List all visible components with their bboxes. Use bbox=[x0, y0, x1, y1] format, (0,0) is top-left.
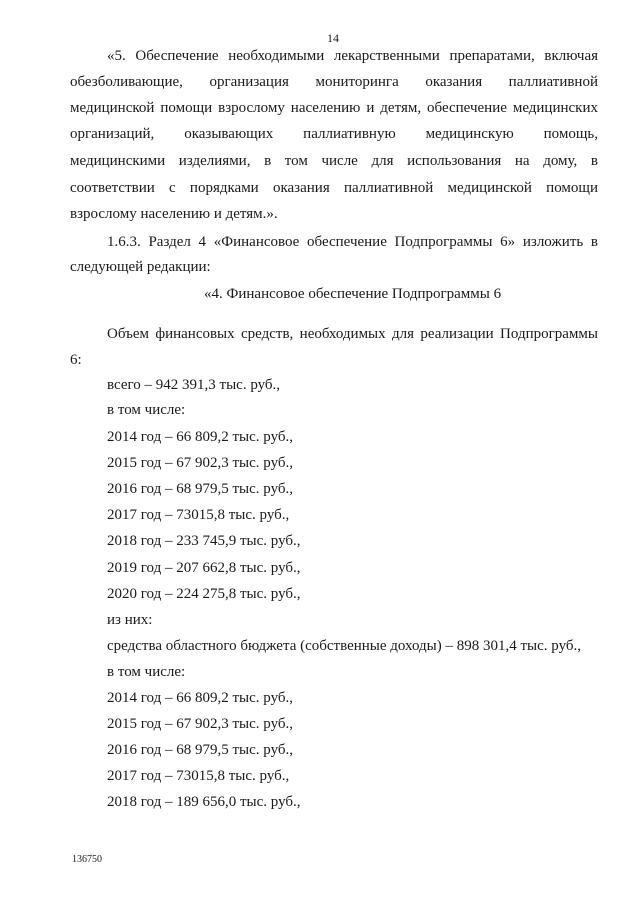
funding-year-line: 2019 год – 207 662,8 тыс. руб., bbox=[107, 560, 301, 576]
funding-total: всего – 942 391,3 тыс. руб., bbox=[107, 377, 281, 393]
paragraph-line: медицинскими изделиями, в том числе для использования на дому, в bbox=[70, 153, 598, 169]
regional-year-line: 2016 год – 68 979,5 тыс. руб., bbox=[107, 742, 294, 758]
paragraph-line: обезболивающие, организация мониторинга оказания паллиативной bbox=[70, 74, 598, 90]
regional-year-line: 2018 год – 189 656,0 тыс. руб., bbox=[107, 794, 301, 810]
funding-year-line: 2020 год – 224 275,8 тыс. руб., bbox=[107, 586, 301, 602]
regional-year-line: 2017 год – 73015,8 тыс. руб., bbox=[107, 768, 290, 784]
paragraph-line: следующей редакции: bbox=[70, 259, 211, 275]
paragraph-line: соответствии с порядками оказания паллиативной медицинской помощи bbox=[70, 180, 598, 196]
regional-including-label: в том числе: bbox=[107, 664, 186, 680]
paragraph-line: организаций, оказывающих паллиативную медицинскую помощь, bbox=[70, 126, 598, 142]
paragraph-line: взрослому населению и детям.». bbox=[70, 206, 278, 222]
funding-of-which-label: из них: bbox=[107, 612, 153, 628]
paragraph-line: медицинской помощи взрослому населению и детям, обеспечение медицинских bbox=[70, 100, 598, 116]
paragraph-line: 1.6.3. Раздел 4 «Финансовое обеспечение Подпрограммы 6» изложить в bbox=[107, 234, 598, 250]
funding-year-line: 2016 год – 68 979,5 тыс. руб., bbox=[107, 481, 294, 497]
paragraph-line: «5. Обеспечение необходимыми лекарственными препаратами, включая bbox=[107, 48, 598, 64]
funding-including-label: в том числе: bbox=[107, 402, 186, 418]
funding-year-line: 2017 год – 73015,8 тыс. руб., bbox=[107, 507, 290, 523]
funding-year-line: 2015 год – 67 902,3 тыс. руб., bbox=[107, 455, 294, 471]
regional-year-line: 2014 год – 66 809,2 тыс. руб., bbox=[107, 690, 294, 706]
regional-year-line: 2015 год – 67 902,3 тыс. руб., bbox=[107, 716, 294, 732]
paragraph-line: 6: bbox=[70, 352, 82, 368]
paragraph-line: Объем финансовых средств, необходимых для реализации Подпрограммы bbox=[107, 326, 598, 342]
funding-year-line: 2018 год – 233 745,9 тыс. руб., bbox=[107, 533, 301, 549]
funding-year-line: 2014 год – 66 809,2 тыс. руб., bbox=[107, 429, 294, 445]
footer-code: 136750 bbox=[72, 854, 102, 865]
regional-budget-total: средства областного бюджета (собственные доходы) – 898 301,4 тыс. руб., bbox=[107, 638, 582, 654]
section-heading: «4. Финансовое обеспечение Подпрограммы 6 bbox=[204, 286, 502, 302]
page-number: 14 bbox=[327, 31, 339, 45]
